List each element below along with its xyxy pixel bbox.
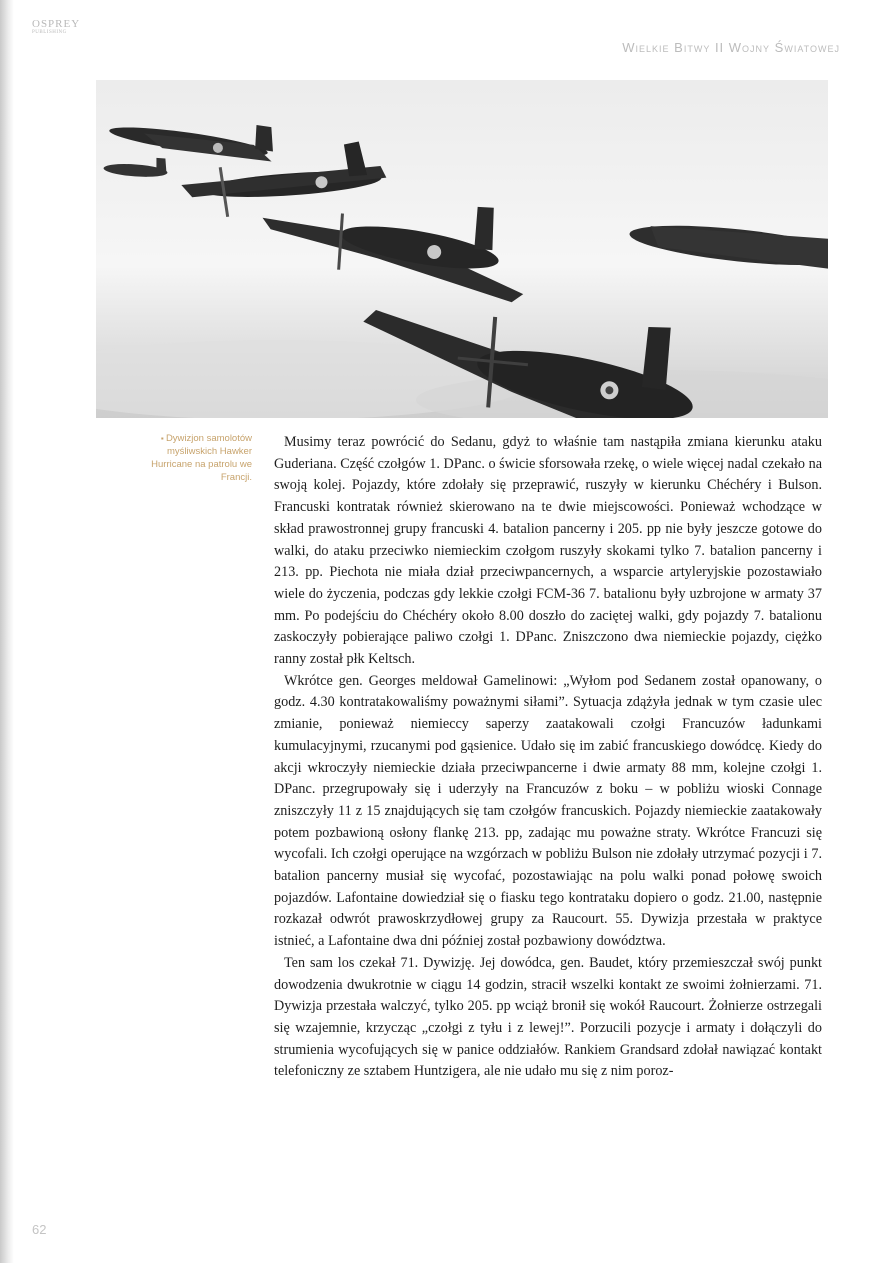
caption-bullet-icon: ▪	[160, 434, 166, 443]
running-header: Wielkie Bitwy II Wojny Światowej	[622, 40, 840, 55]
publisher-logo	[32, 18, 92, 35]
publisher-name: OSPREY	[32, 18, 81, 30]
publisher-sub: PUBLISHING	[32, 30, 67, 35]
page-number: 62	[32, 1222, 47, 1237]
caption-text: Dywizjon samolotów myśliwskich Hawker Hurricane na patrolu we Francji.	[151, 433, 252, 483]
page-edge	[0, 0, 14, 1263]
paragraph: Wkrótce gen. Georges meldował Gamelinowi: „Wyłom pod Sedanem został opanowany, o godz. 4.30 kontratakowaliśmy poważnymi siłami”. Sytuacja zdążyła jednak w tym czasie ulec zmianie, ponieważ niemieccy saperzy zaatakowali czołgi Francuzów ładunkami kumulacyjnymi, rzucanymi pod gąsienice. Udało się im zabić francuskiego dowódcę. Kiedy do akcji wkroczyły niemieckie działa przeciwpancerne i dwie armaty 88 mm, kolejne czołgi 1. DPanc. przegrupowały się i uderzyły na Francuzów z boku – w pobliżu wioski Connage zniszczyły 11 z 15 znajdujących się tam czołgów francuskich. Pojazdy niemieckie zaatakowały potem pozbawioną osłony flankę 213. pp, zadając mu poważne straty. Wkrótce Francuzi się wycofali. Ich czołgi operujące na wzgórzach w pobliżu Bulson nie zdołały utrzymać pozycji i 7. batalion pancerny musiał się wycofać, pozostawiając na polu walki ponad połowę swoich pojazdów. Lafontaine dowiedział się o fiasku tego kontrataku dopiero o godz. 21.00, następnie rozkazał odwrót prawoskrzydłowej grupy za Raucourt. 55. Dywizja przestała w praktyce istnieć, a Lafontaine dwa dni później został pozbawiony dowództwa.	[274, 672, 822, 950]
article-body	[274, 432, 822, 1083]
hurricane-squadron-photo	[96, 80, 828, 418]
paragraph: Musimy teraz powrócić do Sedanu, gdyż to właśnie tam nastąpiła zmiana kierunku ataku Guderiana. Część czołgów 1. DPanc. o świcie sforsowała rzekę, o wiele więcej nadal czekało na swoją kolej. Pojazdy, które zdołały się przeprawić, ruszyły w kierunku Chéchéry i Bulson. Francuski kontratak również skierowano na te dwie miejscowości. Ponieważ wchodzące w skład prawostronnej grupy francuski 4. batalion pancerny i 205. pp nie były jeszcze gotowe do walki, do ataku przeciwko niemieckim czołgom ruszyły skokami tylko 7. batalion pancerny i 213. pp. Piechota nie miała dział przeciwpancernych, a wsparcie artyleryjskie pozostawiało wiele do życzenia, podczas gdy lekkie czołgi FCM-36 7. batalionu były uzbrojone w armaty 37 mm. Po podejściu do Chéchéry około 8.00 doszło do zaciętej walki, gdy pojazdy 7. batalionu zaskoczyły pobierające paliwo czołgi 1. DPanc. Zniszczono dwa niemieckie pojazdy, ciężko ranny został płk Keltsch.	[274, 434, 822, 668]
photo-caption	[126, 432, 252, 484]
photo-illustration	[96, 80, 828, 418]
paragraph: Ten sam los czekał 71. Dywizję. Jej dowódca, gen. Baudet, który przemieszczał swój punkt dowodzenia dwukrotnie w ciągu 14 godzin, stracił wszelki kontakt ze swoimi żołnierzami. 71. Dywizja przestała walczyć, tylko 205. pp wciąż bronił się wokół Raucourt. Żołnierze ostrzegali się wzajemnie, krzycząc „czołgi z tyłu i z lewej!”. Porzucili pozycje i armaty i dołączyli do strumienia wycofujących się w panice oddziałów. Rankiem Grandsard zdołał nawiązać kontakt telefoniczny ze sztabem Huntzigera, ale nie udało mu się z nim poroz-	[274, 954, 822, 1080]
